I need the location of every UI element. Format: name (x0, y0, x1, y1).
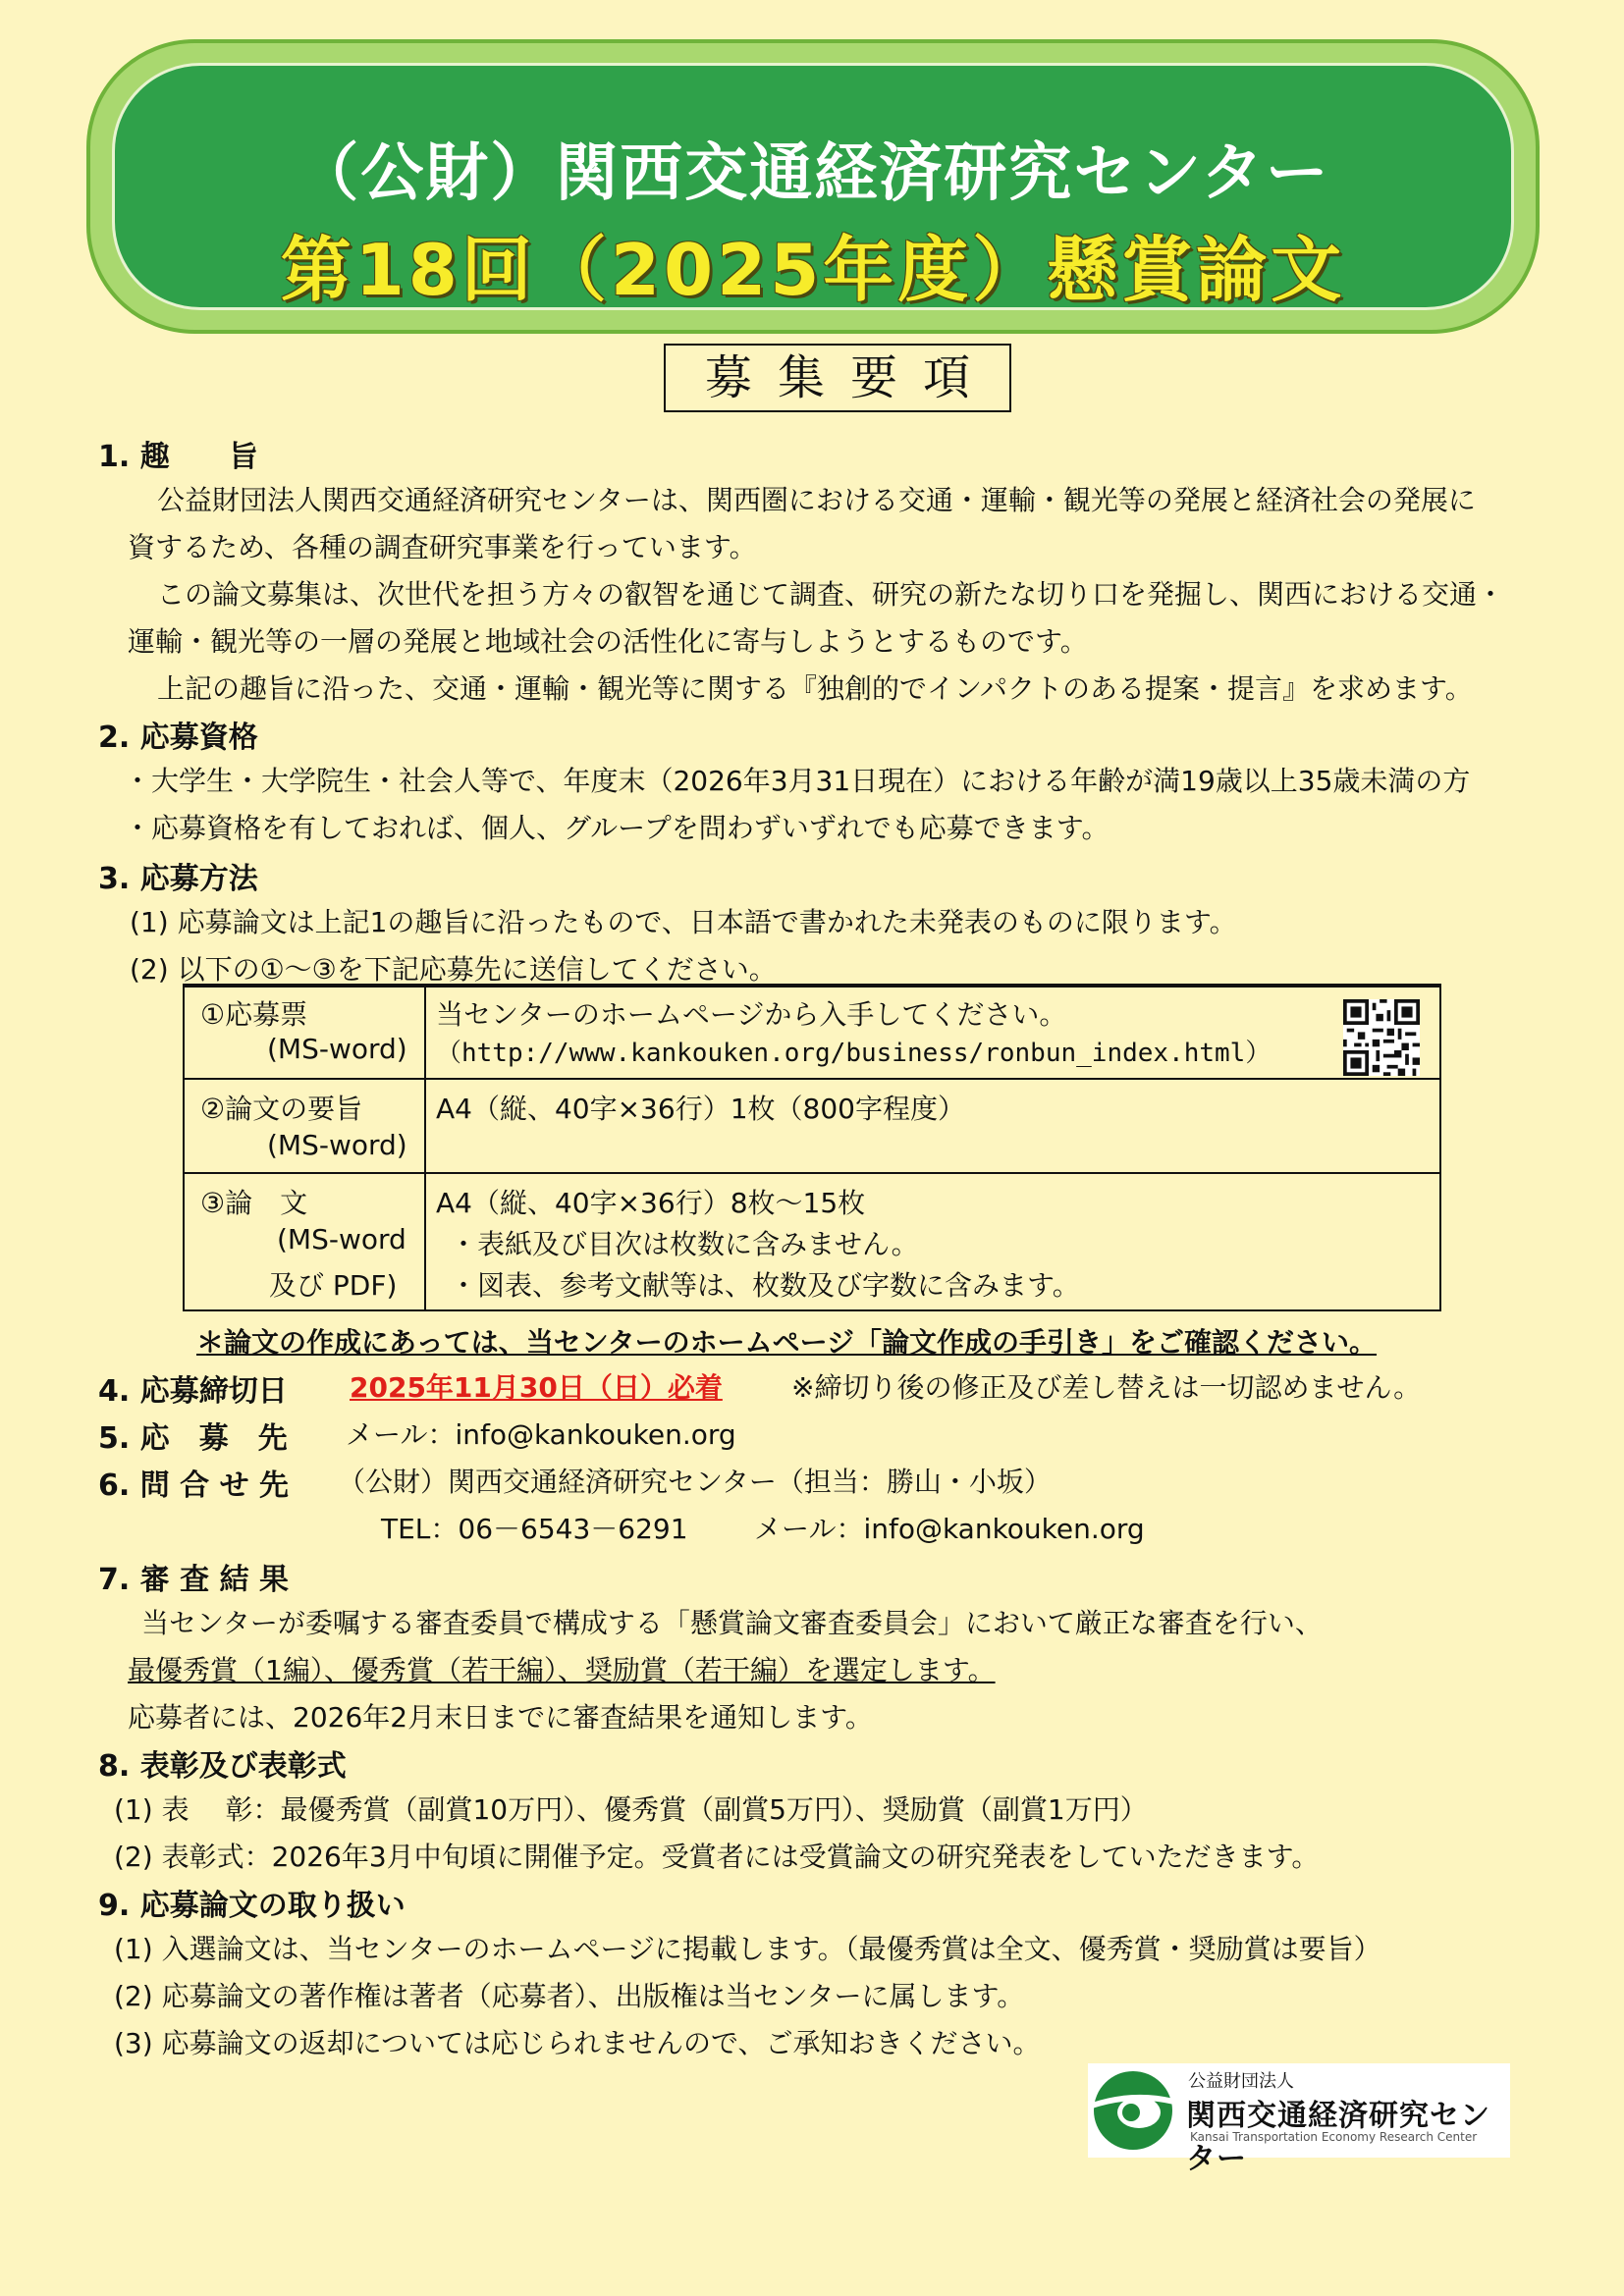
section-1-line: この論文募集は、次世代を担う方々の叡智を通じて調査、研究の新たな切り口を発掘し、関西における交通・ (157, 578, 1505, 611)
contact-org: （公財）関西交通経済研究センター（担当：勝山・小坂） (338, 1466, 1052, 1498)
table-desc: ・表紙及び目次は枚数に含みません。 (450, 1228, 919, 1260)
deadline-date: 2025年11月30日（日）必着 (350, 1371, 723, 1404)
section-7-line: 当センターが委嘱する審査委員で構成する「懸賞論文審査委員会」において厳正な審査を行い、 (141, 1607, 1323, 1639)
section-9-line: (2) 応募論文の著作権は著者（応募者）、出版権は当センターに属します。 (114, 1980, 1025, 2012)
table-desc: A4（縦、40字×36行）1枚（800字程度） (436, 1093, 965, 1125)
table-note (196, 1321, 1377, 1361)
table-note-text: ＊論文の作成にあっては、当センターのホームページ「論文作成の手引き」をご確認ください。 (196, 1326, 1378, 1359)
section-1-line: 資するため、各種の調査研究事業を行っています。 (128, 531, 757, 563)
section-1-line: 公益財団法人関西交通経済研究センターは、関西圏における交通・運輸・観光等の発展と経済社会の発展に (157, 484, 1476, 516)
table-format: (MS-word) (267, 1033, 407, 1065)
section-6-title: 6. 問 合 せ 先 (98, 1468, 290, 1503)
contest-title: 第18回（2025年度）懸賞論文 (280, 229, 1346, 311)
section-3-line: (1) 応募論文は上記1の趣旨に沿ったもので、日本語で書かれた未発表のものに限ります。 (130, 906, 1237, 938)
table-desc: 当センターのホームページから入手してください。 (436, 998, 1067, 1031)
section-1-line: 運輸・観光等の一層の発展と地域社会の活性化に寄与しようとするものです。 (128, 625, 1088, 658)
table-item: ①応募票 (200, 998, 308, 1031)
section-2-line: ・応募資格を有しておれば、個人、グループを問わずいずれでも応募できます。 (124, 812, 1110, 844)
section-8-line: (1) 表 彰：最優秀賞（副賞10万円）、優秀賞（副賞5万円）、奨励賞（副賞1万円） (114, 1793, 1148, 1826)
table-row (185, 1078, 1439, 1172)
table-desc-url: （http://www.kankouken.org/business/ronbun_index.html） (436, 1039, 1272, 1068)
section-2-line: ・大学生・大学院生・社会人等で、年度末（2026年3月31日現在）における年齢が満19歳以上35歳未満の方 (124, 765, 1471, 797)
table-format: (MS-word (277, 1223, 406, 1255)
table-desc: ・図表、参考文献等は、枚数及び字数に含みます。 (450, 1269, 1080, 1302)
table-row (185, 1172, 1439, 1309)
page-heading: 募集要項 (664, 344, 1011, 412)
contact-tel: TEL：06－6543－6291 (381, 1513, 688, 1545)
submission-email: メール：info@kankouken.org (346, 1418, 736, 1451)
header-banner-inner (112, 63, 1514, 310)
deadline-note: ※締切り後の修正及び差し替えは一切認めません。 (791, 1371, 1422, 1404)
organization-logo (1088, 2063, 1510, 2176)
contact-email: メール：info@kankouken.org (754, 1513, 1145, 1545)
logo-line3: Kansai Transportation Economy Research Center (1190, 2130, 1478, 2144)
header-banner (86, 39, 1540, 334)
section-3-line: (2) 以下の①～③を下記応募先に送信してください。 (130, 953, 777, 986)
table-item: ②論文の要旨 (200, 1093, 363, 1125)
section-3-title: 3. 応募方法 (98, 862, 258, 896)
section-4-title: 4. 応募締切日 (98, 1374, 288, 1409)
table-format: (MS-word) (267, 1129, 407, 1161)
section-2-title: 2. 応募資格 (98, 721, 258, 755)
section-5-title: 5. 応 募 先 (98, 1421, 288, 1456)
section-9-line: (1) 入選論文は、当センターのホームページに掲載します。（最優秀賞は全文、優秀賞・奨励賞は要旨） (114, 1933, 1381, 1965)
table-row (185, 986, 1439, 1078)
table-item: ③論 文 (200, 1187, 308, 1219)
section-7-line: 最優秀賞（1編）、優秀賞（若干編）、奨励賞（若干編）を選定します。 (128, 1654, 996, 1686)
section-1-title: 1. 趣 旨 (98, 440, 258, 474)
section-1-line: 上記の趣旨に沿った、交通・運輸・観光等に関する『独創的でインパクトのある提案・提言』を求めます。 (157, 672, 1473, 705)
section-9-line: (3) 応募論文の返却については応じられませんので、ご承知おきください。 (114, 2027, 1041, 2059)
table-format: 及び PDF) (269, 1269, 398, 1302)
logo-line2: 関西交通経済研究センター (1186, 2099, 1490, 2176)
section-8-title: 8. 表彰及び表彰式 (98, 1749, 347, 1784)
table-desc: A4（縦、40字×36行）8枚～15枚 (436, 1187, 866, 1219)
section-7-title: 7. 審 査 結 果 (98, 1563, 290, 1597)
submission-table (183, 984, 1441, 1311)
logo-line1: 公益財団法人 (1188, 2071, 1294, 2092)
logo-mark-icon (1092, 2069, 1174, 2152)
section-9-title: 9. 応募論文の取り扱い (98, 1889, 406, 1923)
qr-code-icon[interactable] (1343, 999, 1420, 1076)
section-8-line: (2) 表彰式：2026年3月中旬頃に開催予定。受賞者には受賞論文の研究発表をしていただきます。 (114, 1841, 1320, 1873)
org-title: （公財）関西交通経済研究センター (296, 137, 1330, 210)
section-7-line: 応募者には、2026年2月末日までに審査結果を通知します。 (128, 1701, 873, 1734)
